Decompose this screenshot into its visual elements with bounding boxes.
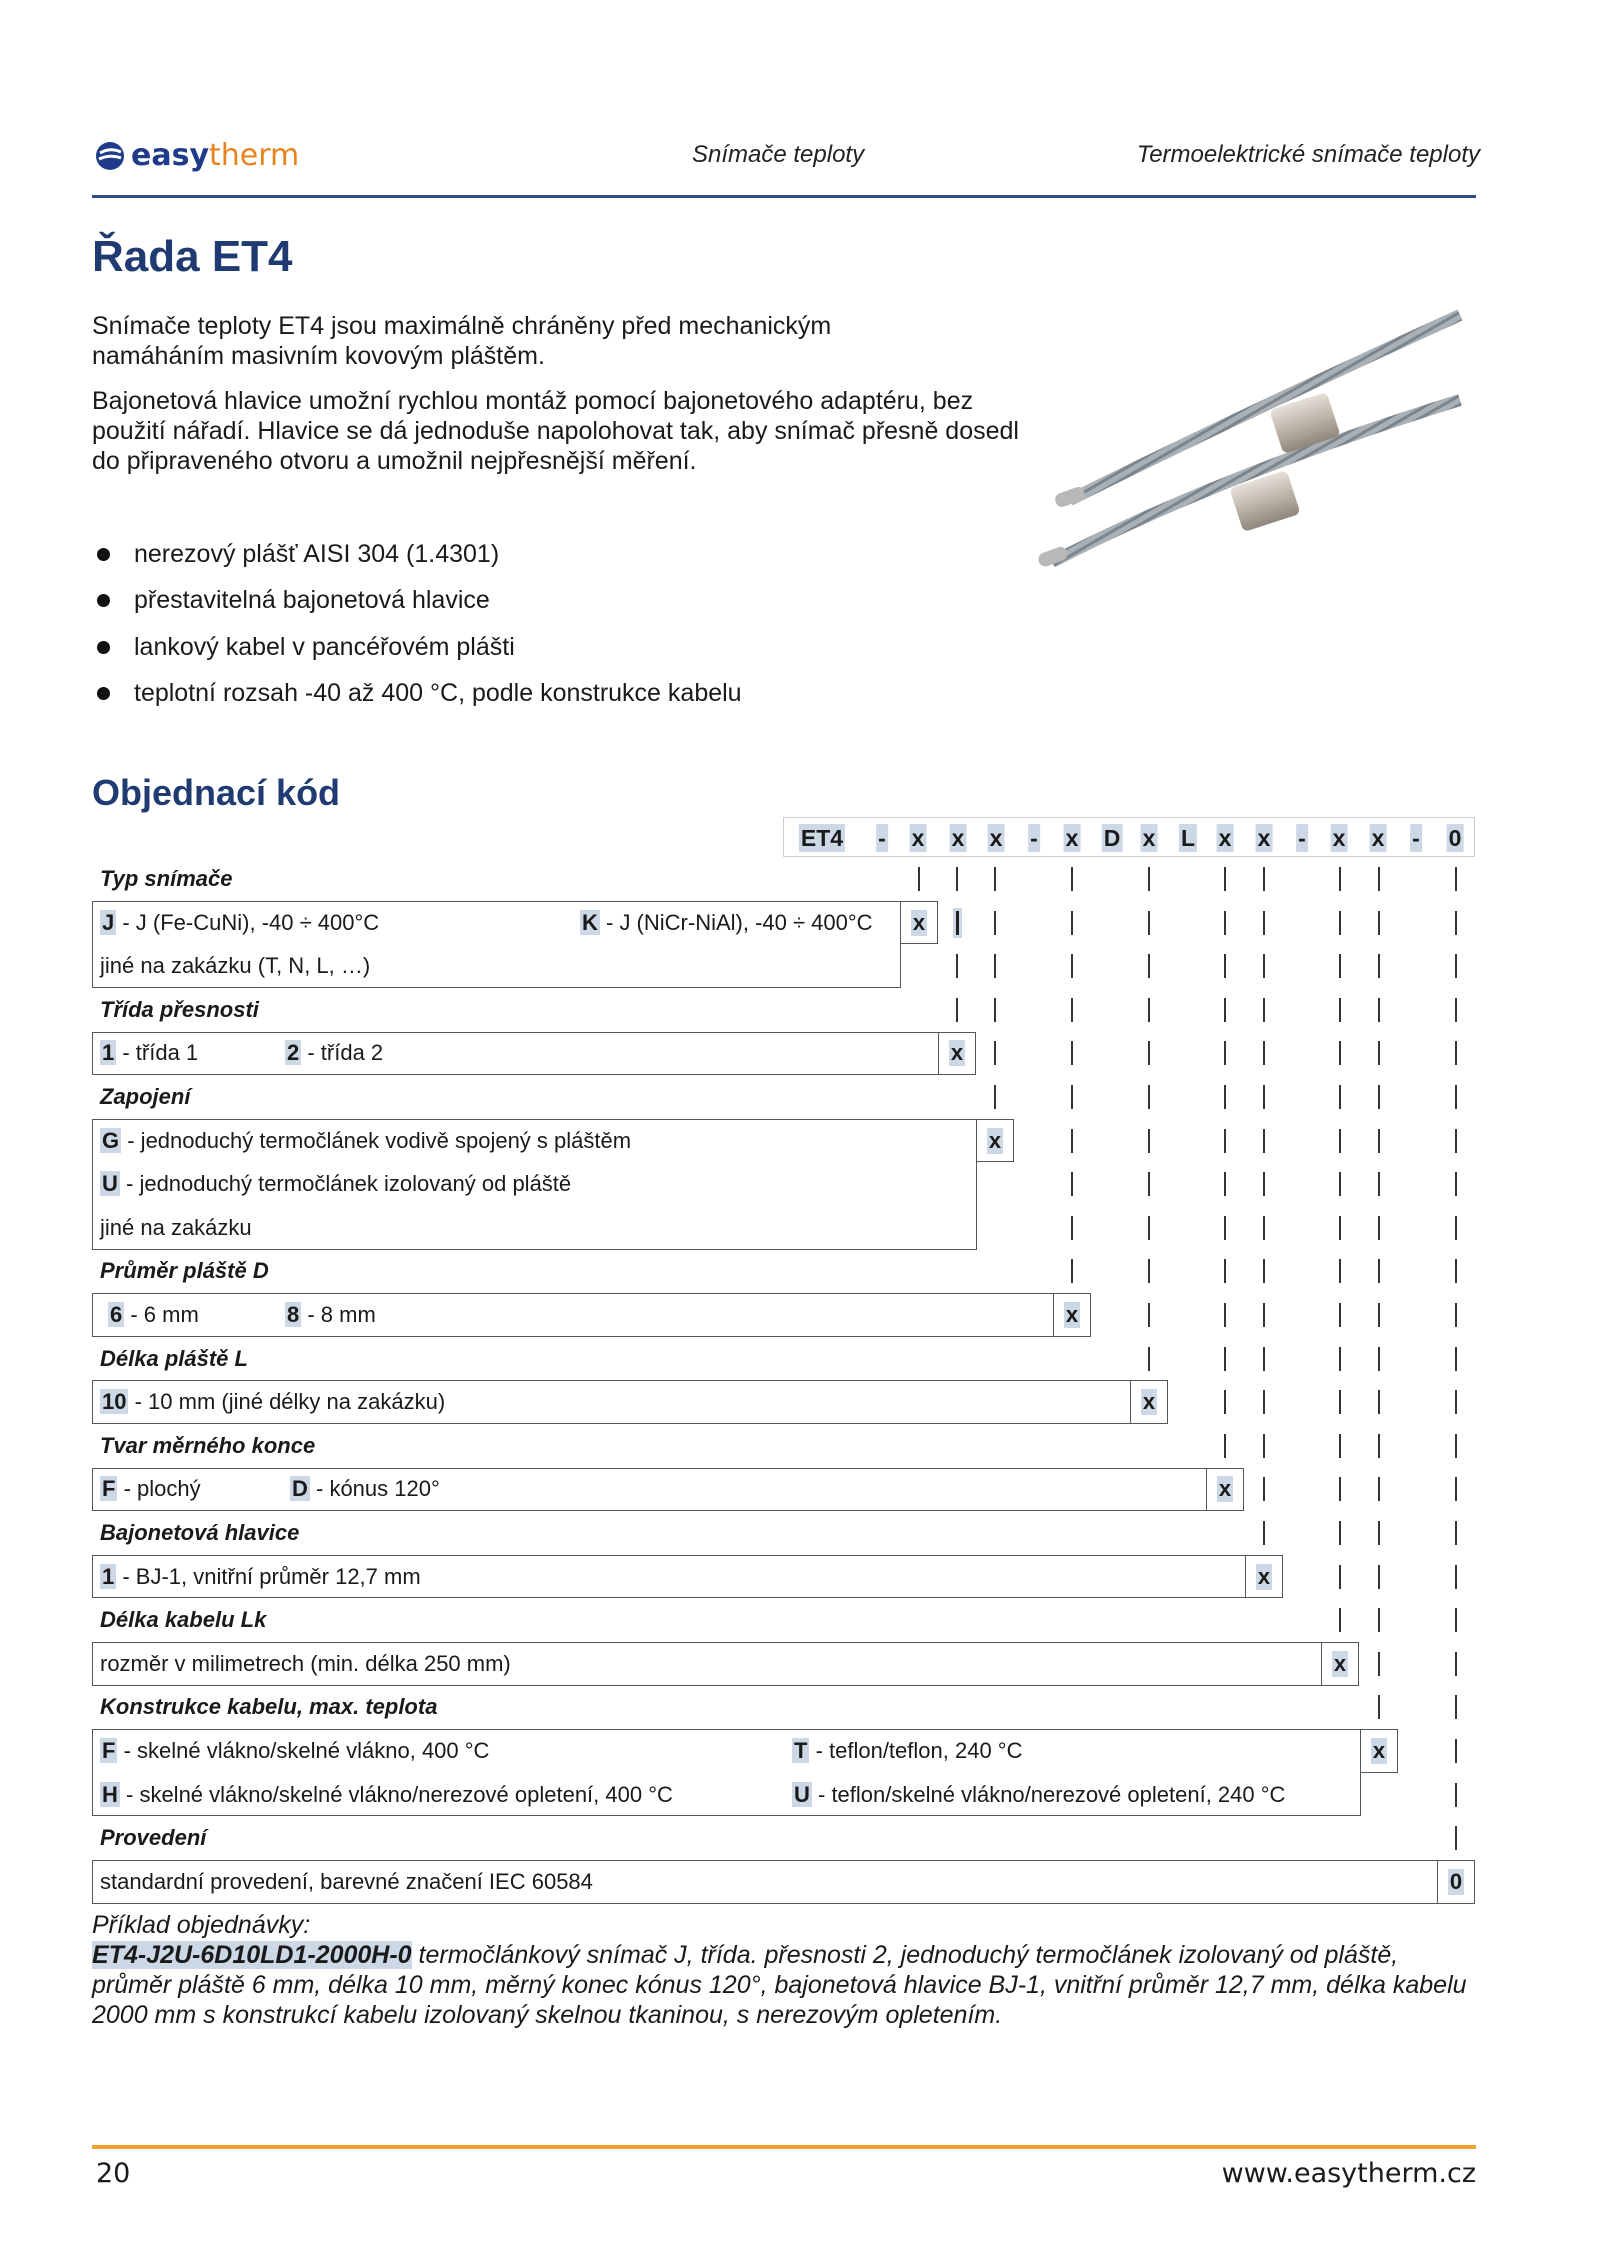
option-text: - jednoduchý termočlánek vodivě spojený s pláštěm <box>121 1127 632 1153</box>
code-char: x <box>911 825 925 851</box>
guide-line <box>1378 867 1380 891</box>
guide-line <box>1224 1216 1226 1240</box>
option-item <box>100 1213 252 1243</box>
option-item <box>290 1474 440 1504</box>
guide-line <box>1455 1608 1457 1632</box>
tvar-konce-label: Tvar měrného konce <box>100 1432 316 1458</box>
guide-line <box>1378 1259 1380 1283</box>
marker-value: x <box>1333 1650 1347 1676</box>
guide-line <box>1148 1041 1150 1065</box>
option-item <box>580 908 873 938</box>
trida-presnosti-label: Třída přesnosti <box>100 996 259 1022</box>
guide-line <box>1339 1434 1341 1458</box>
option-code: F <box>102 1738 116 1763</box>
option-item <box>100 1169 571 1199</box>
guide-line <box>1455 1652 1457 1676</box>
guide-line <box>1224 1347 1226 1371</box>
bullet-icon <box>97 548 110 561</box>
intro-paragraph-2: Bajonetová hlavice umožní rychlou montáž pomocí bajonetového adaptéru, bez použití nářadí. Hlavice se dá jednoduše napolohovat tak, aby snímač přesně dosedl do připraveného otvoru a umožnil nejpřesnější měření. <box>92 387 1019 475</box>
guide-line <box>1263 1172 1265 1196</box>
code-char: - <box>1030 825 1038 851</box>
guide-line <box>1263 867 1265 891</box>
marker-value: 0 <box>1449 1868 1463 1894</box>
guide-line <box>1148 954 1150 978</box>
guide-line <box>1224 998 1226 1022</box>
example-label: Příklad objednávky: <box>92 1911 311 1939</box>
page-title: Řada ET4 <box>92 232 293 281</box>
guide-line <box>994 998 996 1022</box>
guide-line <box>1339 954 1341 978</box>
option-code: 8 <box>287 1302 300 1327</box>
guide-line <box>1378 1521 1380 1545</box>
guide-line <box>1263 1259 1265 1283</box>
guide-line <box>1339 867 1341 891</box>
option-text: - teflon/skelné vlákno/nerezové opletení, 240 °C <box>811 1781 1286 1807</box>
product-image <box>1030 300 1480 590</box>
guide-line <box>1455 1826 1457 1850</box>
guide-line <box>1263 1303 1265 1327</box>
guide-line <box>1263 1216 1265 1240</box>
option-text: rozměr v milimetrech (min. délka 250 mm) <box>100 1650 511 1676</box>
bajonetova-hlavice-marker <box>1245 1555 1283 1599</box>
option-text: - 8 mm <box>301 1302 376 1327</box>
guide-line <box>1148 998 1150 1022</box>
guide-line <box>1455 1347 1457 1371</box>
prumer-plaste-options <box>92 1293 1054 1337</box>
guide-line <box>1071 1172 1073 1196</box>
guide-line <box>1071 1085 1073 1109</box>
typ-snimace-label: Typ snímače <box>100 866 233 891</box>
guide-line <box>1224 954 1226 978</box>
guide-line <box>1224 1041 1226 1065</box>
code-char: ET4 <box>800 825 844 851</box>
guide-line <box>1455 1783 1457 1807</box>
bullet-icon <box>97 687 110 700</box>
guide-line <box>1263 1434 1265 1458</box>
guide-line <box>1455 1565 1457 1589</box>
guide-line <box>1263 954 1265 978</box>
feature-item: nerezový plášť AISI 304 (1.4301) <box>92 540 499 569</box>
code-char: L <box>1180 825 1196 851</box>
guide-line <box>1071 1129 1073 1153</box>
option-code: 2 <box>287 1040 300 1066</box>
order-code-heading: Objednací kód <box>92 772 341 813</box>
guide-line <box>918 867 920 891</box>
guide-line <box>1263 1390 1265 1414</box>
guide-line <box>1455 1303 1457 1327</box>
logo-text-therm: therm <box>209 138 300 173</box>
marker-value: x <box>1257 1563 1271 1589</box>
guide-line <box>1455 1041 1457 1065</box>
guide-line <box>1455 1434 1457 1458</box>
option-text: standardní provedení, barevné značení IEC 60584 <box>100 1868 593 1894</box>
guide-line <box>1263 1129 1265 1153</box>
guide-line <box>994 1041 996 1065</box>
guide-line <box>1339 1216 1341 1240</box>
code-char: - <box>878 825 886 851</box>
guide-line <box>1263 1041 1265 1065</box>
example-code: ET4-J2U-6D10LD1-2000H-0 <box>92 1941 412 1969</box>
guide-line <box>1263 1521 1265 1545</box>
feature-item: lankový kabel v pancéřovém plášti <box>92 633 515 662</box>
delka-plaste-marker <box>1130 1380 1168 1424</box>
prumer-plaste-label: Průměr pláště D <box>100 1258 269 1284</box>
guide-line <box>1148 867 1150 891</box>
guide-line <box>1148 1347 1150 1371</box>
guide-line <box>1378 1434 1380 1458</box>
guide-line <box>1378 1390 1380 1414</box>
guide-line <box>1148 911 1150 935</box>
guide-line <box>1455 1695 1457 1719</box>
guide-line <box>994 867 996 891</box>
bullet-icon <box>97 641 110 654</box>
guide-line <box>1378 954 1380 978</box>
guide-line <box>1339 1041 1341 1065</box>
konstrukce-kabelu-marker <box>1360 1729 1398 1773</box>
option-item <box>100 1867 593 1897</box>
option-item <box>100 908 379 938</box>
guide-line <box>1224 1129 1226 1153</box>
feature-item: teplotní rozsah -40 až 400 °C, podle konstrukce kabelu <box>92 679 742 708</box>
guide-line <box>1378 998 1380 1022</box>
marker-value: x <box>1142 1389 1156 1415</box>
code-char: x <box>1218 825 1232 851</box>
guide-line <box>1148 1129 1150 1153</box>
option-code: U <box>102 1171 118 1197</box>
guide-line <box>1339 1085 1341 1109</box>
guide-line <box>1455 1521 1457 1545</box>
guide-line <box>956 911 959 935</box>
guide-line <box>1378 1477 1380 1501</box>
option-code: U <box>794 1781 810 1807</box>
code-char: - <box>1298 825 1306 851</box>
guide-line <box>1455 998 1457 1022</box>
guide-line <box>1378 911 1380 935</box>
header-section: Snímače teploty <box>692 141 865 168</box>
guide-line <box>1378 1216 1380 1240</box>
option-code: K <box>582 909 598 935</box>
guide-line <box>1339 1608 1341 1632</box>
bullet-icon <box>97 594 110 607</box>
option-code: T <box>794 1738 808 1763</box>
option-text: - třída 1 <box>116 1040 199 1066</box>
guide-line <box>1224 1434 1226 1458</box>
guide-line <box>1339 911 1341 935</box>
guide-line <box>1263 911 1265 935</box>
provedeni-marker <box>1437 1860 1475 1904</box>
option-code: F <box>102 1476 116 1502</box>
guide-line <box>1455 1390 1457 1414</box>
guide-line <box>1455 911 1457 935</box>
guide-line <box>1148 1259 1150 1283</box>
guide-line <box>1339 1347 1341 1371</box>
option-code: 10 <box>102 1389 127 1415</box>
option-item <box>792 1780 1285 1810</box>
guide-line <box>956 954 958 978</box>
zapojeni-label: Zapojení <box>100 1084 191 1109</box>
guide-line <box>1339 1172 1341 1196</box>
option-code: 6 <box>110 1302 123 1327</box>
option-item <box>285 1038 383 1068</box>
code-char: - <box>1412 825 1420 851</box>
guide-line <box>1224 911 1226 935</box>
guide-line <box>1224 1390 1226 1414</box>
option-text: - BJ-1, vnitřní průměr 12,7 mm <box>116 1563 421 1589</box>
guide-line <box>1455 1129 1457 1153</box>
guide-line <box>1339 1303 1341 1327</box>
option-code: G <box>102 1127 120 1153</box>
tvar-konce-options <box>92 1468 1207 1512</box>
guide-line <box>1339 1129 1341 1153</box>
option-item <box>100 1780 673 1810</box>
guide-line <box>956 998 958 1022</box>
option-code: H <box>102 1781 118 1807</box>
intro-paragraph-1: Snímače teploty ET4 jsou maximálně chráněny před mechanickým namáháním masivním kovovým pláštěm. <box>92 312 832 370</box>
guide-line <box>1339 1477 1341 1501</box>
guide-line <box>1378 1652 1380 1676</box>
option-code: D <box>292 1476 308 1502</box>
guide-line <box>1224 867 1226 891</box>
guide-line <box>1071 867 1073 891</box>
trida-presnosti-options <box>92 1032 939 1076</box>
option-item <box>100 1474 201 1504</box>
delka-plaste-label: Délka pláště L <box>100 1345 248 1371</box>
guide-line <box>1378 1565 1380 1589</box>
konstrukce-kabelu-label: Konstrukce kabelu, max. teplota <box>100 1694 438 1720</box>
guide-line <box>1378 1129 1380 1153</box>
guide-line <box>1455 954 1457 978</box>
delka-kabelu-marker <box>1321 1642 1359 1686</box>
guide-line <box>994 911 996 935</box>
option-item <box>100 1038 198 1068</box>
option-text: - skelné vlákno/skelné vlákno, 400 °C <box>117 1738 490 1763</box>
option-text: - teflon/teflon, 240 °C <box>809 1738 1023 1763</box>
guide-line <box>1224 1259 1226 1283</box>
header-subsection: Termoelektrické snímače teploty <box>1136 141 1480 168</box>
option-text: - J (Fe-CuNi), -40 ÷ 400°C <box>116 909 380 935</box>
option-item <box>100 951 370 981</box>
guide-line <box>1455 1085 1457 1109</box>
tvar-konce-marker <box>1206 1468 1244 1512</box>
option-item <box>285 1300 376 1330</box>
code-char: 0 <box>1448 825 1462 851</box>
logo-text-easy: easy <box>131 138 210 173</box>
marker-value: x <box>1065 1301 1079 1327</box>
footer-url[interactable]: www.easytherm.cz <box>1221 2158 1476 2189</box>
guide-line <box>1455 1259 1457 1283</box>
option-text: jiné na zakázku (T, N, L, …) <box>100 953 371 979</box>
option-item <box>100 1387 445 1417</box>
option-item <box>100 1562 421 1592</box>
guide-line <box>1224 1172 1226 1196</box>
option-text: jiné na zakázku <box>100 1214 252 1240</box>
code-char: x <box>1371 825 1385 851</box>
footer-rule <box>92 2145 1476 2149</box>
guide-line <box>1071 911 1073 935</box>
option-text: - třída 2 <box>301 1040 384 1066</box>
guide-line <box>956 867 958 891</box>
option-text: - skelné vlákno/skelné vlákno/nerezové opletení, 400 °C <box>119 1781 673 1807</box>
guide-line <box>1148 1303 1150 1327</box>
guide-line <box>1148 1085 1150 1109</box>
guide-line <box>1378 1695 1380 1719</box>
option-code: J <box>102 909 115 935</box>
bajonetova-hlavice-label: Bajonetová hlavice <box>100 1520 300 1545</box>
code-char: x <box>989 825 1003 851</box>
guide-line <box>1339 1259 1341 1283</box>
header-rule <box>92 195 1476 198</box>
guide-line <box>1378 1303 1380 1327</box>
guide-line <box>994 954 996 978</box>
guide-line <box>1071 1216 1073 1240</box>
guide-line <box>1071 998 1073 1022</box>
code-char: x <box>951 825 965 851</box>
guide-line <box>1455 1477 1457 1501</box>
code-char: x <box>1257 825 1271 851</box>
guide-line <box>1339 1565 1341 1589</box>
option-item <box>100 1736 489 1766</box>
guide-line <box>1378 1172 1380 1196</box>
delka-kabelu-label: Délka kabelu Lk <box>100 1607 267 1633</box>
guide-line <box>1224 1303 1226 1327</box>
marker-value: x <box>950 1040 964 1066</box>
option-item <box>108 1300 199 1330</box>
page-number: 20 <box>96 2158 131 2189</box>
marker-value: x <box>988 1127 1002 1153</box>
option-code: 1 <box>102 1040 115 1066</box>
guide-line <box>1378 1041 1380 1065</box>
guide-line <box>1263 998 1265 1022</box>
option-item <box>792 1736 1022 1766</box>
guide-line <box>1071 1259 1073 1283</box>
guide-line <box>1378 1085 1380 1109</box>
logo-icon <box>95 141 125 171</box>
logo <box>95 138 299 173</box>
code-char: x <box>1065 825 1079 851</box>
option-item <box>100 1126 631 1156</box>
guide-line <box>1455 1172 1457 1196</box>
order-example <box>92 1910 1476 2030</box>
option-code: 1 <box>102 1563 115 1589</box>
marker-value: x <box>912 909 926 935</box>
code-char: x <box>1142 825 1156 851</box>
option-text: - J (NiCr-NiAl), -40 ÷ 400°C <box>599 909 873 935</box>
guide-line <box>1378 1347 1380 1371</box>
option-text: - 6 mm <box>124 1302 199 1327</box>
zapojeni-marker <box>976 1119 1014 1163</box>
code-char: x <box>1332 825 1346 851</box>
guide-line <box>1339 1521 1341 1545</box>
guide-line <box>1224 1085 1226 1109</box>
marker-value: x <box>1218 1476 1232 1502</box>
marker-value: x <box>1372 1737 1386 1763</box>
trida-presnosti-marker <box>938 1032 976 1076</box>
guide-line <box>1263 1477 1265 1501</box>
example-description: termočlánkový snímač J, třída. přesnosti 2, jednoduchý termočlánek izolovaný od pláště, průměr pláště 6 mm, délka 10 mm, měrný konec kónus 120°, bajonetová hlavice BJ-1, vnitřní průměr 12,7 mm, délka kabelu 2000 mm s konstrukcí kabelu izolovaný skelnou tkaninou, s nerezovým opletením. <box>92 1941 1467 2029</box>
option-text: - jednoduchý termočlánek izolovaný od pláště <box>119 1171 572 1197</box>
guide-line <box>1148 1216 1150 1240</box>
prumer-plaste-marker <box>1053 1293 1091 1337</box>
option-text: - plochý <box>117 1476 201 1502</box>
guide-line <box>1263 1347 1265 1371</box>
typ-snimace-marker <box>900 901 938 945</box>
guide-line <box>1071 1041 1073 1065</box>
guide-line <box>1455 867 1457 891</box>
guide-line <box>1455 1739 1457 1763</box>
option-text: - kónus 120° <box>309 1476 440 1502</box>
option-text: - 10 mm (jiné délky na zakázku) <box>128 1389 446 1415</box>
feature-item: přestavitelná bajonetová hlavice <box>92 586 490 615</box>
guide-line <box>994 1085 996 1109</box>
provedeni-label: Provedení <box>100 1825 207 1851</box>
guide-line <box>1455 1216 1457 1240</box>
guide-line <box>1071 954 1073 978</box>
guide-line <box>1339 1390 1341 1414</box>
guide-line <box>1378 1608 1380 1632</box>
option-item <box>100 1649 511 1679</box>
code-char: D <box>1103 825 1121 851</box>
guide-line <box>1339 998 1341 1022</box>
guide-line <box>1263 1085 1265 1109</box>
guide-line <box>1148 1172 1150 1196</box>
